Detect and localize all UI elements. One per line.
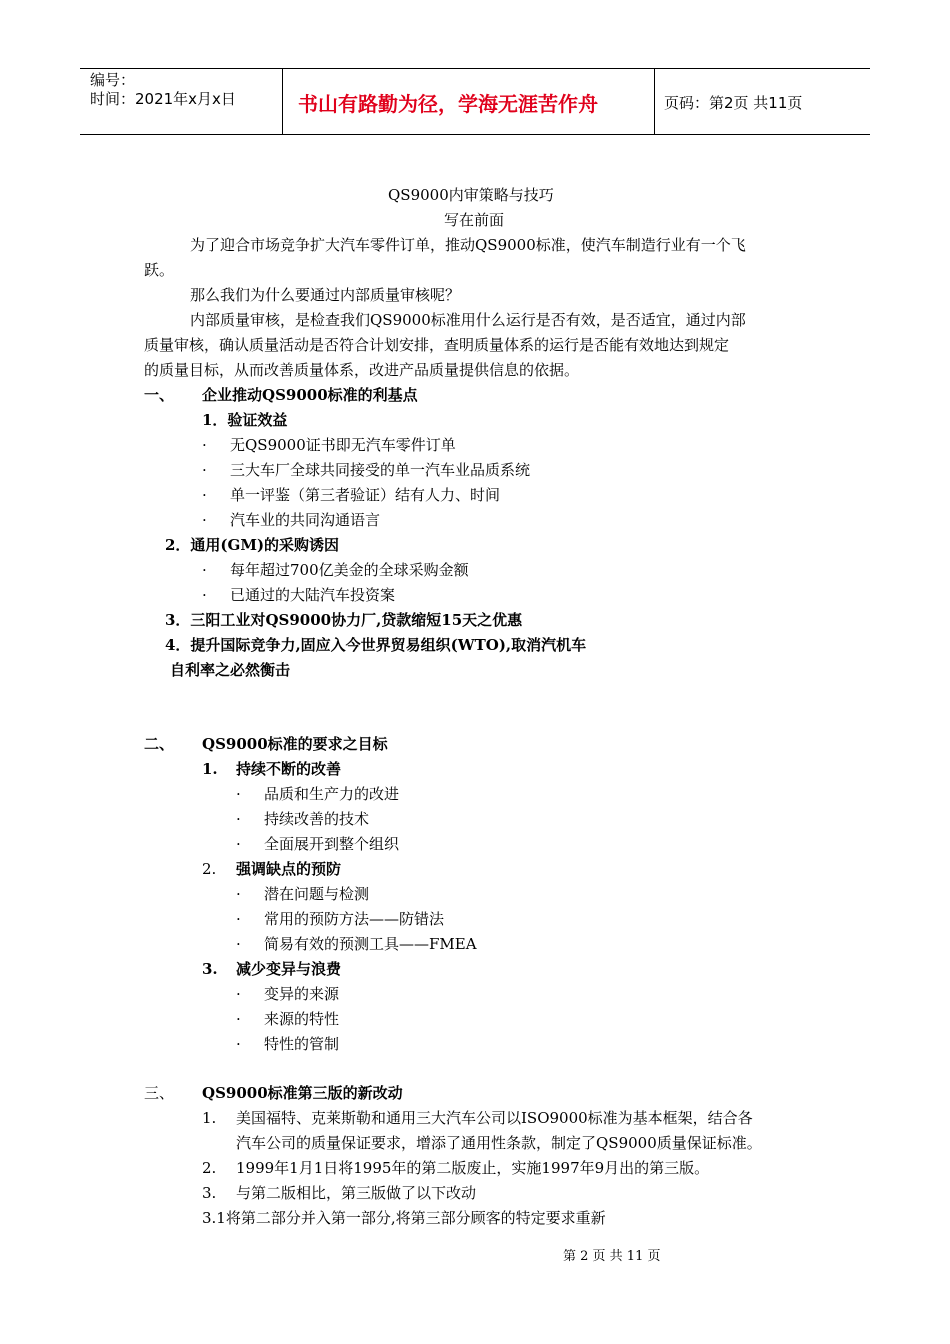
bullet-text: 持续改善的技术 (264, 810, 370, 828)
header-motto: 书山有路勤为径，学海无涯苦作舟 (298, 92, 598, 116)
section-1-item-2: 2．通用(GM)的采购诱因 (165, 536, 340, 554)
intro-line: 为了迎合市场竞争扩大汽车零件订单，推动QS9000标准，使汽车制造行业有一个飞 (190, 236, 746, 254)
section-2-item-label: 减少变异与浪费 (236, 960, 342, 978)
intro-line: 的质量目标，从而改善质量体系，改进产品质量提供信息的依据。 (144, 361, 580, 379)
intro-line: 内部质量审核，是检查我们QS9000标准用什么运行是否有效，是否适宜，通过内部 (190, 311, 746, 329)
bullet-text: 变异的来源 (264, 985, 340, 1003)
header-top-border (80, 68, 870, 69)
bullet-icon: · (202, 436, 207, 454)
bullet-icon: · (202, 561, 207, 579)
section-3-item-num: 3. (202, 1184, 217, 1202)
header-divider-left (282, 68, 283, 135)
section-1-item-3: 3．三阳工业对QS9000协力厂,贷款缩短15天之优惠 (165, 611, 523, 629)
header-number-label: 编号： (90, 71, 136, 89)
section-2-item-num: 3. (202, 960, 218, 978)
bullet-text: 潜在问题与检测 (264, 885, 370, 903)
header-divider-right (654, 68, 655, 135)
bullet-text: 品质和生产力的改进 (264, 785, 400, 803)
section-3-subitem: 3.1将第二部分并入第一部分,将第三部分顾客的特定要求重新 (202, 1209, 606, 1227)
section-1-item-4: 4．提升国际竞争力,固应入今世界贸易组织(WTO),取消汽机车 (165, 636, 587, 654)
section-2-item-num: 2. (202, 860, 217, 878)
section-3-item-num: 2. (202, 1159, 217, 1177)
doc-subtitle: 写在前面 (444, 211, 505, 229)
section-3-item-num: 1. (202, 1109, 217, 1127)
section-3-item-text: 汽车公司的质量保证要求，增添了通用性条款，制定了QS9000质量保证标准。 (236, 1134, 762, 1152)
intro-line: 跃。 (144, 261, 175, 279)
bullet-icon: · (236, 935, 241, 953)
section-1-item-4-cont: 自利率之必然衡击 (170, 661, 291, 679)
section-3-item-text: 美国福特、克莱斯勒和通用三大汽车公司以ISO9000标准为基本框架，结合各 (236, 1109, 753, 1127)
bullet-icon: · (236, 835, 241, 853)
intro-line: 那么我们为什么要通过内部质量审核呢？ (190, 286, 461, 304)
section-3-item-text: 与第二版相比，第三版做了以下改动 (236, 1184, 477, 1202)
section-2-item-num: 1. (202, 760, 218, 778)
bullet-text: 特性的管制 (264, 1035, 340, 1053)
doc-title: QS9000内审策略与技巧 (388, 186, 554, 204)
bullet-text: 三大车厂全球共同接受的单一汽车业品质系统 (230, 461, 531, 479)
section-1-title: 企业推动QS9000标准的利基点 (202, 386, 418, 404)
bullet-icon: · (236, 1035, 241, 1053)
bullet-text: 已通过的大陆汽车投资案 (230, 586, 396, 604)
bullet-icon: · (202, 461, 207, 479)
bullet-text: 汽车业的共同沟通语言 (230, 511, 381, 529)
section-2-number: 二、 (144, 735, 175, 753)
section-1-item-1: 1．验证效益 (202, 411, 288, 429)
bullet-text: 单一评鉴（第三者验证）结有人力、时间 (230, 486, 501, 504)
bullet-icon: · (236, 885, 241, 903)
bullet-text: 无QS9000证书即无汽车零件订单 (230, 436, 456, 454)
bullet-text: 每年超过700亿美金的全球采购金额 (230, 561, 469, 579)
header-bottom-border (80, 134, 870, 135)
section-2-item-label: 强调缺点的预防 (236, 860, 342, 878)
header-time-label: 时间：2021年x月x日 (90, 90, 236, 108)
bullet-icon: · (236, 785, 241, 803)
bullet-icon: · (202, 511, 207, 529)
section-2-title: QS9000标准的要求之目标 (202, 735, 388, 753)
bullet-icon: · (236, 1010, 241, 1028)
bullet-icon: · (236, 985, 241, 1003)
page-footer: 第 2 页 共 11 页 (563, 1249, 661, 1264)
header-page-info: 页码：第2页 共11页 (664, 94, 803, 112)
intro-line: 质量审核，确认质量活动是否符合计划安排，查明质量体系的运行是否能有效地达到规定 (144, 336, 730, 354)
bullet-icon: · (236, 910, 241, 928)
bullet-icon: · (202, 586, 207, 604)
section-3-number: 三、 (144, 1084, 175, 1102)
bullet-text: 简易有效的预测工具——FMEA (264, 935, 477, 953)
section-3-title: QS9000标准第三版的新改动 (202, 1084, 403, 1102)
bullet-icon: · (236, 810, 241, 828)
section-1-number: 一、 (144, 386, 175, 404)
bullet-text: 全面展开到整个组织 (264, 835, 400, 853)
bullet-icon: · (202, 486, 207, 504)
bullet-text: 常用的预防方法——防错法 (264, 910, 445, 928)
bullet-text: 来源的特性 (264, 1010, 340, 1028)
section-2-item-label: 持续不断的改善 (236, 760, 342, 778)
section-3-item-text: 1999年1月1日将1995年的第二版废止，实施1997年9月出的第三版。 (236, 1159, 710, 1177)
